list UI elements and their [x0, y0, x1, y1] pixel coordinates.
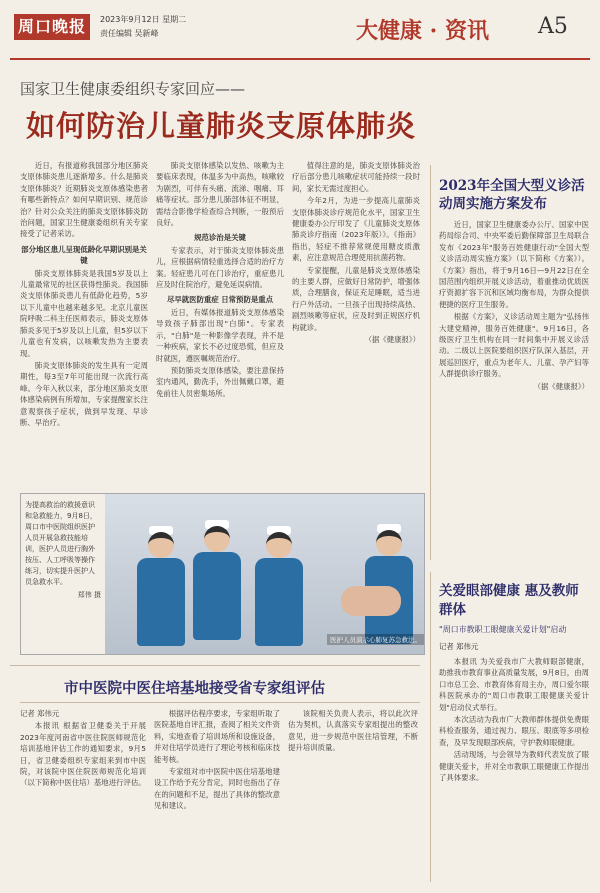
- nurse-figure-icon: [251, 526, 307, 646]
- article-kicker: 国家卫生健康委组织专家回应——: [20, 80, 246, 98]
- side-article-body: [439, 656, 589, 876]
- paragraph: 预防肺炎支原体感染，要注意保持室内通风，勤洗手，外出佩戴口罩，避免前往人员密集场所。: [156, 365, 284, 398]
- section-title: 大健康 · 资讯: [356, 18, 489, 44]
- paragraph: 值得注意的是，肺炎支原体肺炎治疗后部分患儿咳嗽症状可能持续一段时间，家长无需过度担心。: [292, 161, 420, 193]
- paragraph: 专家提醒，儿童是肺炎支原体感染的主要人群，应做好日常防护，增强体质，合理膳食，保证充足睡眠，适当进行户外活动。一旦孩子出现持续高热、剧烈咳嗽等症状，应及时到正规医疗机构就诊。: [292, 265, 420, 332]
- article-column-3: [292, 160, 420, 485]
- nurse-figure-icon: [133, 526, 189, 646]
- photo-caption-text: 为提高救治的救援意识和急救能力，9月8日，周口市中医院组织医护人员开展急救技能培训，医护人员进行胸外按压、人工呼吸等操作练习，切实提升医护人员急救水平。: [25, 501, 97, 586]
- article-subhead: 尽早就医防重症 日常预防是重点: [166, 295, 274, 305]
- article-source: （据《健康报》）: [533, 381, 589, 391]
- editor-credit: 责任编辑 吴新峰: [100, 29, 159, 38]
- nurse-figure-icon: [361, 524, 417, 644]
- paragraph: 本报讯 为关爱我市广大教师眼部健康，助推我市教育事业高质量发展，9月8日，由周口市总工会、市教育体育局主办，周口爱尔眼科医院承办的"周口市教职工眼健康关爱计划"启动仪式举行。: [439, 657, 589, 712]
- side-article-title: 关爱眼部健康 惠及教师群体: [439, 583, 579, 618]
- article-source: （据《健康报》）: [364, 335, 420, 345]
- bottom-article-column-2: [154, 708, 280, 884]
- newspaper-logo: 周口晚报: [14, 14, 90, 40]
- issue-date: 2023年9月12日 星期二: [100, 15, 187, 24]
- paragraph: 本报讯 根据省卫健委关于开展2023年度河南省中医住院医师规范化培训基地评估工作的通知要求，9月5日，省卫健委组织专家组来到市中医院，对该院中医住院医师规范化培训（以下简称中医住培）基地进行评估。: [20, 721, 146, 788]
- paragraph: 根据《方案》，义诊活动周主题为"弘扬伟大建党精神，服务百姓健康"。9月16日，各级医疗卫生机构在同一时间集中开展义诊活动。二级以上医院要组织医疗队深入基层，开展巡回医疗，重点为老年人、儿童、孕产妇等人群提供诊疗服务。: [439, 312, 589, 379]
- photo-caption: [21, 494, 105, 654]
- side-article-eye-health: [430, 572, 590, 882]
- bottom-article-title: 市中医院中医住培基地接受省专家组评估: [64, 680, 325, 697]
- paragraph: 该院相关负责人表示，将以此次评估为契机，认真落实专家组提出的整改意见，进一步规范中医住培管理，不断提升培训质量。: [288, 709, 418, 753]
- divider: [20, 702, 420, 703]
- page-number: A5: [538, 14, 568, 39]
- paragraph: 专家表示，对于肺炎支原体肺炎患儿，应根据病情轻重选择合适的治疗方案。轻症患儿可在门诊治疗，重症患儿应及时住院治疗，避免延误病情。: [156, 245, 284, 290]
- bottom-article-column-3: [288, 708, 418, 884]
- paragraph: 近日，国家卫生健康委办公厅、国家中医药局综合司、中央军委后勤保障部卫生局联合发布《2023年"服务百姓健康行动"全国大型义诊活动周实施方案》（以下简称《方案》）。《方案》指出，将于9月16日—9月22日在全国范围内组织开展义诊活动，着重推动优质医疗资源扩容下沉和区域均衡布局，为群众提供便捷的医疗卫生服务。: [439, 220, 589, 309]
- photo-credit: 郑伟 摄: [77, 591, 101, 599]
- side-article-title: 2023年全国大型义诊活动周实施方案发布: [439, 178, 585, 212]
- bottom-article-byline: 记者 郑伟元: [20, 709, 60, 718]
- paragraph: 肺炎支原体感染以发热、咳嗽为主要临床表现，体温多为中高热，咳嗽较为剧烈，可伴有头痛、流涕、咽痛、耳痛等症状。部分患儿肺部体征不明显，需结合影像学检查综合判断，一般预后良好。: [156, 161, 284, 228]
- article-column-1: [20, 160, 148, 485]
- bottom-article-column-1: [20, 708, 146, 884]
- side-article-byline: 记者 郑伟元: [439, 642, 479, 651]
- side-article-subtitle: "周口市教职工眼健康关爱计划"启动: [439, 625, 567, 634]
- photo-inline-caption: 医护人员演示心肺复苏急救法。: [327, 634, 424, 645]
- article-headline: 如何防治儿童肺炎支原体肺炎: [26, 109, 417, 143]
- masthead: [10, 6, 590, 60]
- side-article-body: [439, 219, 589, 559]
- paragraph: 肺炎支原体肺炎是我国5岁及以上儿童最常见的社区获得性肺炎。我国肺炎支原体肺炎患儿有低龄化趋势，5岁以下儿童中也越来越多见。北京儿童医院呼吸二科主任医师表示，肺炎支原体肺炎多见于5岁及以上儿童，但5岁以下儿童也有发病，以咳嗽发热为主要表现。: [20, 268, 148, 358]
- paragraph: 近日，有报道称我国部分地区肺炎支原体肺炎患儿逐渐增多。什么是肺炎支原体肺炎？近期肺炎支原体感染患者有哪些新特点？如何早期识别、规范诊治？针对公众关注的肺炎支原体肺炎防治问题，国家卫生健康委组织有关专家接受了记者采访。: [20, 161, 148, 239]
- news-photo: [20, 493, 425, 655]
- paragraph: 今年2月，为进一步提高儿童肺炎支原体肺炎诊疗规范化水平，国家卫生健康委办公厅印发了《儿童肺炎支原体肺炎诊疗指南（2023年版）》。《指南》指出，轻症不推荐常规使用糖皮质激素，应注意规范合理使用抗菌药物。: [292, 196, 420, 263]
- paragraph: 近日，有媒体报道肺炎支原体感染导致孩子肺部出现"白肺"。专家表示，"白肺"是一种影像学表现，并不是一种疾病，家长不必过度恐慌，但应及时就医，遵医嘱规范治疗。: [156, 307, 284, 363]
- article-column-2: [156, 160, 284, 485]
- divider: [10, 665, 420, 666]
- paragraph: 活动现场，与会领导为教师代表发放了眼健康关爱卡，并对全市教职工眼健康工作提出了具体要求。: [439, 750, 589, 783]
- paragraph: 本次活动为我市广大教师群体提供免费眼科检查服务，通过视力、眼压、眼底等多项检查，及早发现眼部疾病，守护教师眼健康。: [439, 715, 589, 747]
- paragraph: 肺炎支原体肺炎的发生具有一定周期性，每3至7年可能出现一次流行高峰。今年入秋以来，部分地区肺炎支原体感染病例有所增加，专家提醒家长注意观察孩子症状，做到早发现、早诊断、早治疗。: [20, 360, 148, 427]
- nurse-figure-icon: [189, 520, 245, 640]
- paragraph: 专家组对市中医院中医住培基地建设工作给予充分肯定，同时也指出了存在的问题和不足，提出了具体的整改意见和建议。: [154, 767, 280, 811]
- side-article-volunteer-clinic: [430, 165, 590, 560]
- cpr-mannequin-icon: [341, 586, 401, 616]
- article-subhead: 规范诊治是关键: [194, 233, 246, 243]
- article-subhead: 部分地区患儿呈现低龄化早期识别是关键: [21, 244, 147, 266]
- paragraph: 根据评估程序要求，专家组听取了医院基地自评汇报，查阅了相关文件资料，实地查看了培训场所和设施设备，并对住培学员进行了理论考核和临床技能考核。: [154, 709, 280, 764]
